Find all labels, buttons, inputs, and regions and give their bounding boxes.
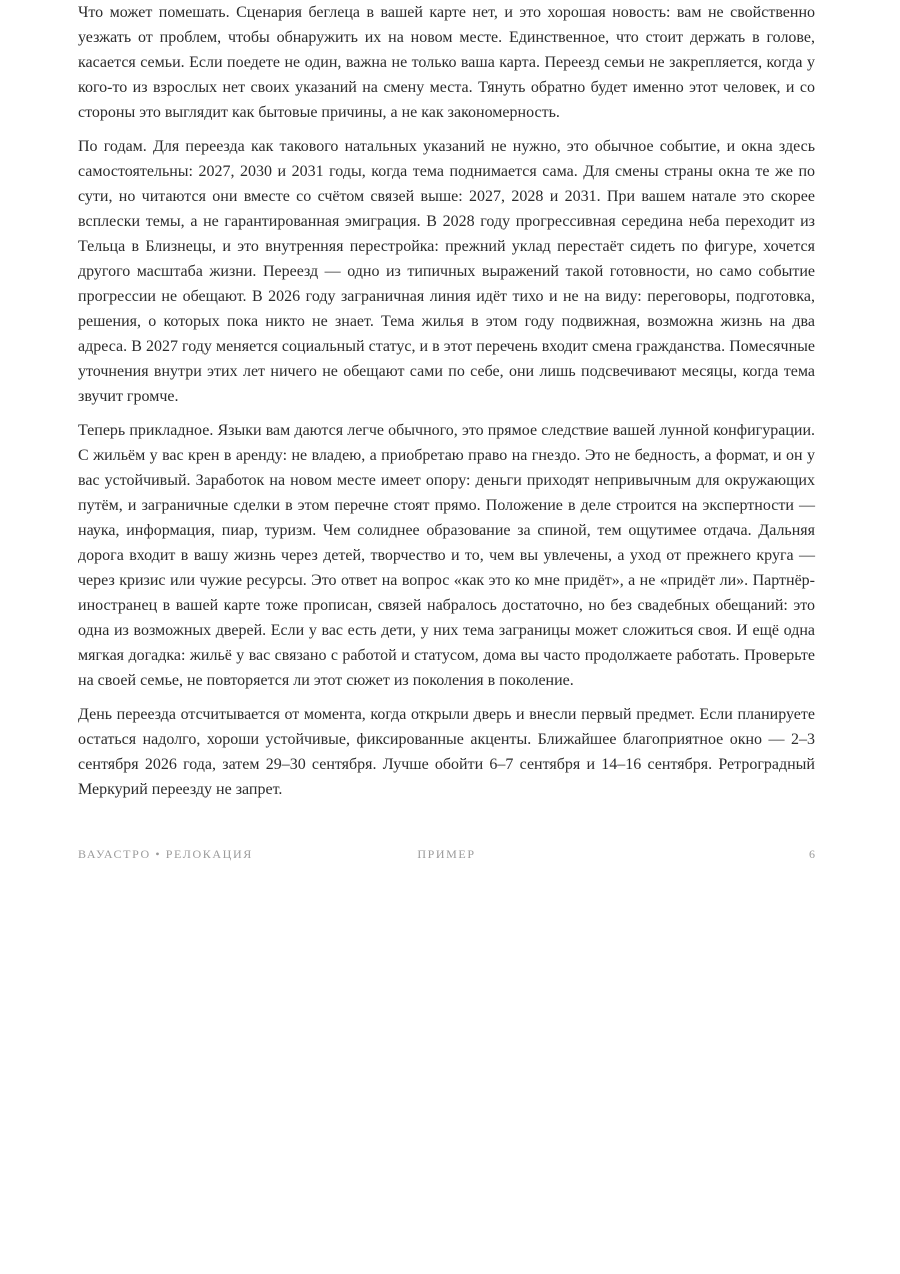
paragraph-moving-day: День переезда отсчитывается от момента, когда открыли дверь и внесли первый предмет. Если планируете остаться надолго, хороши устойчивые, фиксированные акценты. Ближайшее благоприятное окно — 2–3 сентября 2026 года, затем 29–30 сентября. Лучше обойти 6–7 сентября и 14–16 сентября. Ретроградный Меркурий переезду не запрет. (78, 706, 815, 798)
page-number: 6 (809, 847, 815, 861)
paragraph-by-years: По годам. Для переезда как такового натальных указаний не нужно, это обычное событие, и окна здесь самостоятельны: 2027, 2030 и 2031 годы, когда тема поднимается сама. Для смены страны окна те же по сути, но читаются они вместе со счётом связей выше: 2027, 2028 и 2031. При вашем натале это скорее всплески темы, а не гарантированная эмиграция. В 2028 году прогрессивная середина неба переходит из Тельца в Близнецы, и это внутренняя перестройка: прежний уклад перестаёт сидеть по фигуре, хочется другого масштаба жизни. Переезд — одно из типичных выражений такой готовности, но само событие прогрессии не обещают. В 2026 году заграничная линия идёт тихо и не на виду: переговоры, подготовка, решения, о которых пока никто не знает. Тема жилья в этом году подвижная, возможна жизнь на два адреса. В 2027 году меняется социальный статус, и в этот перечень входит смена гражданства. Помесячные уточнения внутри этих лет ничего не обещают сами по себе, они лишь подсвечивают месяцы, когда тема звучит громче. (78, 138, 815, 405)
page-footer (78, 847, 815, 863)
paragraph-practical: Теперь прикладное. Языки вам даются легче обычного, это прямое следствие вашей лунной конфигурации. С жильём у вас крен в аренду: не владею, а приобретаю право на гнездо. Это не бедность, а формат, и он у вас устойчивый. Заработок на новом месте имеет опору: деньги приходят непривычным для окружающих путём, и заграничные сделки в этом перечне стоят прямо. Положение в деле строится на экспертности — наука, информация, пиар, туризм. Чем солиднее образование за спиной, тем ощутимее отдача. Дальняя дорога входит в вашу жизнь через детей, творчество и то, чем вы увлечены, а уход от прежнего круга — через кризис или чужие ресурсы. Это ответ на вопрос «как это ко мне придёт», а не «придёт ли». Партнёр-иностранец в вашей карте тоже прописан, связей набралось достаточно, но без свадебных обещаний: это одна из возможных дверей. Если у вас есть дети, у них тема заграницы может сложиться своя. И ещё одна мягкая догадка: жильё у вас связано с работой и статусом, дома вы часто продолжаете работать. Проверьте на своей семье, не повторяется ли этот сюжет из поколения в поколение. (78, 422, 815, 689)
footer-brand: ВАУАСТРО • РЕЛОКАЦИЯ (78, 847, 253, 861)
footer-label: ПРИМЕР (417, 847, 476, 861)
document-body (78, 0, 815, 811)
paragraph-obstacles: Что может помешать. Сценария беглеца в вашей карте нет, и это хорошая новость: вам не свойственно уезжать от проблем, чтобы обнаружить их на новом месте. Единственное, что стоит держать в голове, касается семьи. Если поедете не один, важна не только ваша карта. Переезд семьи не закрепляется, когда у кого-то из взрослых нет своих указаний на смену места. Тянуть обратно будет именно этот человек, и со стороны это выглядит как бытовые причины, а не как закономерность. (78, 4, 815, 121)
